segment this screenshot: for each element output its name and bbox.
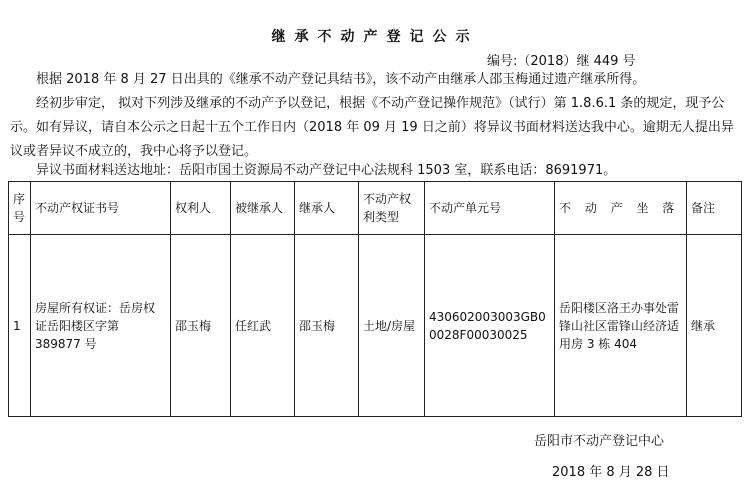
cell-right-type: 土地/房屋 [359,235,425,417]
cell-decedent: 任红武 [231,235,295,417]
objection-address: 异议书面材料送达地址：岳阳市国土资源局不动产登记中心法规科 1503 室，联系电话：8691971。 [36,163,617,178]
cell-location: 岳阳楼区洛王办事处雷锋山社区雷锋山经济适用房 3 栋 404 [555,235,687,417]
issuing-office: 岳阳市不动产登记中心 [534,434,665,449]
cell-unit-no: 430602003003GB00028F00030025 [425,235,555,417]
header-remark: 备注 [687,182,742,235]
header-heir: 继承人 [295,182,359,235]
header-owner: 权利人 [171,182,231,235]
cell-cert: 房屋所有权证：岳房权证岳阳楼区字第 389877 号 [31,235,171,417]
notice-paragraph-publicity: 经初步审定， 拟对下列涉及继承的不动产予以登记，根据《不动产登记操作规范》（试行）第 1.8.6.1 条的规定，现予公示。如有异议，请自本公示之日起十五个工作日内（2018 年 09 月 19 日之前）将异议书面材料送达我中心。逾期无人提出异议或者异议不成立的，我中心将予以登记。 [10,96,734,159]
registration-table [8,181,742,417]
header-right-type: 不动产权利类型 [359,182,425,235]
header-cert: 不动产权证书号 [31,182,171,235]
cell-seq: 1 [9,235,31,417]
header-unit-no: 不动产单元号 [425,182,555,235]
table-row [9,235,742,417]
header-location: 不 动 产 坐 落 [555,182,687,235]
header-decedent: 被继承人 [231,182,295,235]
document-number: 编号:（2018）继 449 号 [487,54,636,69]
cell-owner: 邵玉梅 [171,235,231,417]
header-seq: 序号 [9,182,31,235]
issue-date: 2018 年 8 月 28 日 [552,465,670,480]
notice-paragraph-basis: 根据 2018 年 8 月 27 日出具的《继承不动产登记具结书》，该不动产由继承人邵玉梅通过遗产继承所得。 [36,72,646,87]
table-header-row [9,182,742,235]
cell-heir: 邵玉梅 [295,235,359,417]
notice-title: 继承不动产登记公示 [271,29,479,45]
cell-remark: 继承 [687,235,742,417]
